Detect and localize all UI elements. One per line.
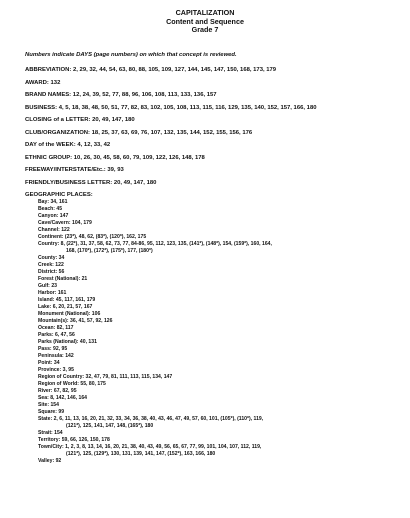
- geo-item: [38, 311, 394, 318]
- title-block: [0, 9, 410, 35]
- concept-label: ABBREVIATION:: [25, 67, 72, 73]
- geo-item-pages: 1, 2, 3, 8, 13, 14, 16, 20, 21, 38, 40, 43, 49, 56, 65, 67, 77, 99, 101, 104, 107, 112, 119,: [65, 444, 262, 450]
- geo-item-pages: 6, 47, 56: [55, 332, 75, 338]
- geo-item-label: District:: [38, 269, 58, 275]
- geo-item-pages-continued: (121*), 125, (129*), 130, 131, 139, 141, 147, (152*), 163, 166, 180: [66, 451, 216, 457]
- geo-item-pages: 36, 41, 57, 92, 126: [69, 318, 113, 324]
- concept-entry: [25, 142, 395, 149]
- geo-item-label: Point:: [38, 360, 53, 366]
- geo-item-label: Beach:: [38, 206, 55, 212]
- concept-label: BUSINESS:: [25, 104, 58, 111]
- geo-item: [38, 374, 394, 381]
- geo-item: [38, 325, 394, 332]
- concept-entry: [25, 130, 395, 137]
- concept-entry: [25, 92, 395, 99]
- geo-item-label: Continent:: [38, 234, 64, 240]
- geo-item-label: Lake:: [38, 304, 52, 310]
- geo-item: [38, 304, 394, 311]
- geo-item-pages: 3, 95: [62, 367, 74, 373]
- grade-label: Grade 7: [191, 25, 219, 35]
- geo-item-label: Square:: [38, 409, 57, 415]
- geo-item-pages: 122: [55, 262, 64, 268]
- concept-label: CLUB/ORGANIZATION:: [25, 129, 91, 136]
- geo-item-label: Peninsula:: [38, 353, 64, 359]
- concept-entry: [25, 180, 395, 187]
- geo-item-label: Region of Country:: [38, 374, 85, 380]
- geo-item: [38, 241, 394, 255]
- geo-item-pages: 32, 47, 79, 81, 111, 113, 115, 134, 147: [85, 374, 173, 380]
- geo-item-label: Town/City:: [38, 444, 64, 450]
- concept-pages: 18, 25, 37, 63, 69, 76, 107, 132, 135, 144, 152, 155, 156, 176: [91, 129, 253, 136]
- geo-item-pages: 82, 117: [56, 325, 74, 331]
- geo-item-label: Bay:: [38, 199, 50, 205]
- geo-item-pages: 55, 80, 175: [80, 381, 106, 387]
- concept-entry: [25, 167, 395, 174]
- geo-item-label: Forest (National):: [38, 276, 81, 282]
- concept-label: FREEWAY/INTERSTATE/Etc.:: [25, 167, 106, 173]
- geo-item-pages: 92, 95: [53, 346, 68, 352]
- geo-item-label: Territory:: [38, 437, 61, 443]
- concept-entry: [25, 155, 395, 162]
- geographic-places-heading: GEOGRAPHIC PLACES:: [25, 192, 93, 198]
- geo-item-label: Creek:: [38, 262, 54, 268]
- geo-item: [38, 332, 394, 339]
- geo-item: [38, 199, 394, 206]
- geo-item-pages: 142: [65, 353, 74, 359]
- geo-item: [38, 395, 394, 402]
- geo-item: [38, 255, 394, 262]
- geo-item: [38, 409, 394, 416]
- geo-item-label: Province:: [38, 367, 62, 373]
- geo-item-pages: 92: [55, 458, 62, 464]
- geo-item: [38, 388, 394, 395]
- instruction-note: Numbers indicate DAYS (page numbers) on which that concept is reviewed.: [25, 52, 237, 58]
- concept-entry: [25, 117, 395, 124]
- geo-item: [38, 234, 394, 241]
- geo-item-pages: 147: [59, 213, 69, 219]
- geo-item: [38, 290, 394, 297]
- geo-item: [38, 353, 394, 360]
- geo-item: [38, 297, 394, 304]
- geo-item-pages: 45, 117, 161, 179: [55, 297, 96, 303]
- geo-item-pages: 161: [57, 290, 67, 296]
- geo-item-pages: 106: [91, 311, 101, 317]
- geo-item-label: Valley:: [38, 458, 55, 464]
- geo-item-pages: 2, 6, 11, 13, 16, 20, 21, 32, 33, 34, 36, 38, 40, 43, 46, 47, 49, 57, 60, 101, (105*), (110*), 119,: [53, 416, 264, 422]
- geo-item-pages: 154: [50, 402, 59, 408]
- page-title: CAPITALIZATION: [175, 8, 235, 17]
- geo-item: [38, 318, 394, 325]
- geo-item-pages: 40, 131: [79, 339, 97, 345]
- concept-pages: 12, 24, 39, 52, 77, 88, 96, 106, 108, 113, 133, 136, 157: [72, 92, 217, 98]
- concept-pages: 10, 26, 30, 45, 58, 60, 79, 109, 122, 126, 148, 178: [73, 154, 205, 161]
- concept-entry: [25, 67, 395, 74]
- concept-entry: [25, 105, 395, 112]
- geo-item: [38, 339, 394, 346]
- geo-item-label: Ocean:: [38, 325, 56, 331]
- concept-label: BRAND NAMES:: [25, 92, 72, 98]
- geo-item-label: Channel:: [38, 227, 60, 233]
- geo-item: [38, 444, 394, 458]
- concept-pages: 4, 12, 33, 42: [77, 142, 111, 148]
- geo-item: [38, 262, 394, 269]
- geo-item-label: Monument (National):: [38, 311, 91, 317]
- concept-label: DAY of the WEEK:: [25, 142, 76, 148]
- geo-item-label: County:: [38, 255, 58, 261]
- geo-item: [38, 213, 394, 220]
- geo-item-label: Country:: [38, 241, 60, 247]
- geo-item-label: Sea:: [38, 395, 49, 401]
- geo-item-pages: 6, 20, 21, 57, 167: [52, 304, 93, 310]
- geo-item: [38, 367, 394, 374]
- geo-item-pages: 8, 142, 146, 164: [50, 395, 88, 401]
- geo-item-label: Region of World:: [38, 381, 79, 387]
- concept-entry: [25, 80, 395, 87]
- concept-pages: 39, 93: [107, 167, 124, 173]
- concept-pages: 20, 49, 147, 180: [113, 179, 157, 186]
- geo-item-pages: 8, (22*), 31, 37, 58, 62, 73, 77, 84-86, 95, 112, 123, 135, (141*), (148*), 154, (159*), 160, 164,: [60, 241, 272, 247]
- geo-item-pages: 21: [81, 276, 88, 282]
- geo-item-label: Island:: [38, 297, 55, 303]
- geo-item: [38, 206, 394, 213]
- concept-list: [25, 67, 395, 465]
- geo-item-pages: (23*), 48, 62, (83*), (120*), 162, 175: [64, 234, 147, 240]
- geo-item-pages: 34, 161: [50, 199, 68, 205]
- geo-item-pages-continued: (121*), 125, 141, 147, 148, (165*), 180: [66, 423, 154, 429]
- concept-label: AWARD:: [25, 79, 49, 86]
- geo-item-label: Site:: [38, 402, 50, 408]
- concept-pages: 2, 29, 32, 44, 54, 63, 80, 88, 105, 109, 127, 144, 145, 147, 150, 168, 173, 179: [73, 67, 277, 73]
- geo-item-label: Canyon:: [38, 213, 59, 219]
- geo-item-label: Parks (National):: [38, 339, 79, 345]
- geo-item-pages: 56: [58, 269, 65, 275]
- geo-item: [38, 381, 394, 388]
- geo-item-pages: 67, 82, 95: [53, 388, 77, 394]
- concept-pages: 132: [50, 79, 61, 86]
- geo-item-pages: 99: [58, 409, 65, 415]
- geo-item-pages-continued: 168, (170*), (172*), (175*), 177, (180*): [66, 248, 153, 254]
- geo-item-label: Pass:: [38, 346, 52, 352]
- geo-item: [38, 276, 394, 283]
- geo-item: [38, 269, 394, 276]
- geo-item-label: Cave/Cavern:: [38, 220, 71, 226]
- geo-item: [38, 402, 394, 409]
- geographic-places-list: [38, 199, 394, 465]
- geo-item-pages: 34: [53, 360, 60, 366]
- geo-item-label: State:: [38, 416, 53, 422]
- geo-item-label: Gulf:: [38, 283, 50, 289]
- geo-item-label: Strait:: [38, 430, 53, 436]
- geo-item-label: Parks:: [38, 332, 54, 338]
- geo-item: [38, 283, 394, 290]
- concept-pages: 4, 5, 18, 38, 48, 50, 51, 77, 82, 83, 102, 105, 108, 113, 115, 116, 129, 135, 140, 152, 157, 166, 180: [58, 104, 317, 111]
- geo-item: [38, 360, 394, 367]
- geo-item-pages: 34: [58, 255, 65, 261]
- geo-item-pages: 104, 179: [71, 220, 92, 226]
- page-subtitle: Content and Sequence: [166, 16, 244, 26]
- geo-item-label: River:: [38, 388, 53, 394]
- geo-item: [38, 437, 394, 444]
- geo-item-pages: 23: [51, 283, 57, 289]
- geo-item: [38, 220, 394, 227]
- geo-item: [38, 458, 394, 465]
- geo-item: [38, 227, 394, 234]
- concept-label: ETHNIC GROUP:: [25, 154, 73, 161]
- geo-item-pages: 59, 66, 126, 150, 178: [61, 437, 110, 443]
- geo-item-pages: 122: [61, 227, 70, 233]
- geo-item-label: Harbor:: [38, 290, 57, 296]
- concept-pages: 20, 49, 147, 180: [92, 117, 135, 123]
- geo-item-pages: 45: [56, 206, 63, 212]
- concept-label: FRIENDLY/BUSINESS LETTER:: [25, 179, 113, 186]
- geo-item: [38, 416, 394, 430]
- geo-item: [38, 346, 394, 353]
- geo-item-label: Mountain(s):: [38, 318, 69, 324]
- geo-item-pages: 154: [54, 430, 63, 436]
- concept-label: CLOSING of a LETTER:: [25, 117, 91, 123]
- geo-item: [38, 430, 394, 437]
